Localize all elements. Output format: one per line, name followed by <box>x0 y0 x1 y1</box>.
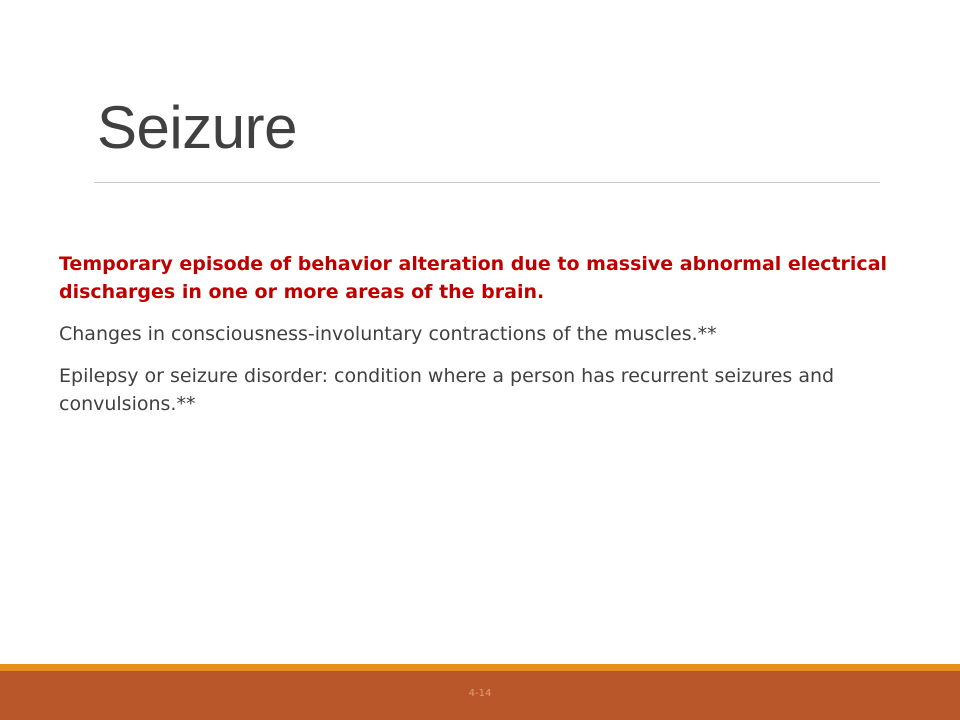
definition-paragraph: Temporary episode of behavior alteration due to massive abnormal electrical discharges in one or more areas of the brain. <box>59 253 888 303</box>
slide-title: Seizure <box>97 94 297 161</box>
title-divider <box>94 182 880 183</box>
slide-body <box>59 250 929 432</box>
bullet-paragraph: Changes in consciousness-involuntary contractions of the muscles.** <box>59 323 717 345</box>
footer-accent-stripe <box>0 664 960 671</box>
bullet-paragraph: Epilepsy or seizure disorder: condition where a person has recurrent seizures and convulsions.** <box>59 365 835 415</box>
page-number: 4-14 <box>468 688 492 699</box>
